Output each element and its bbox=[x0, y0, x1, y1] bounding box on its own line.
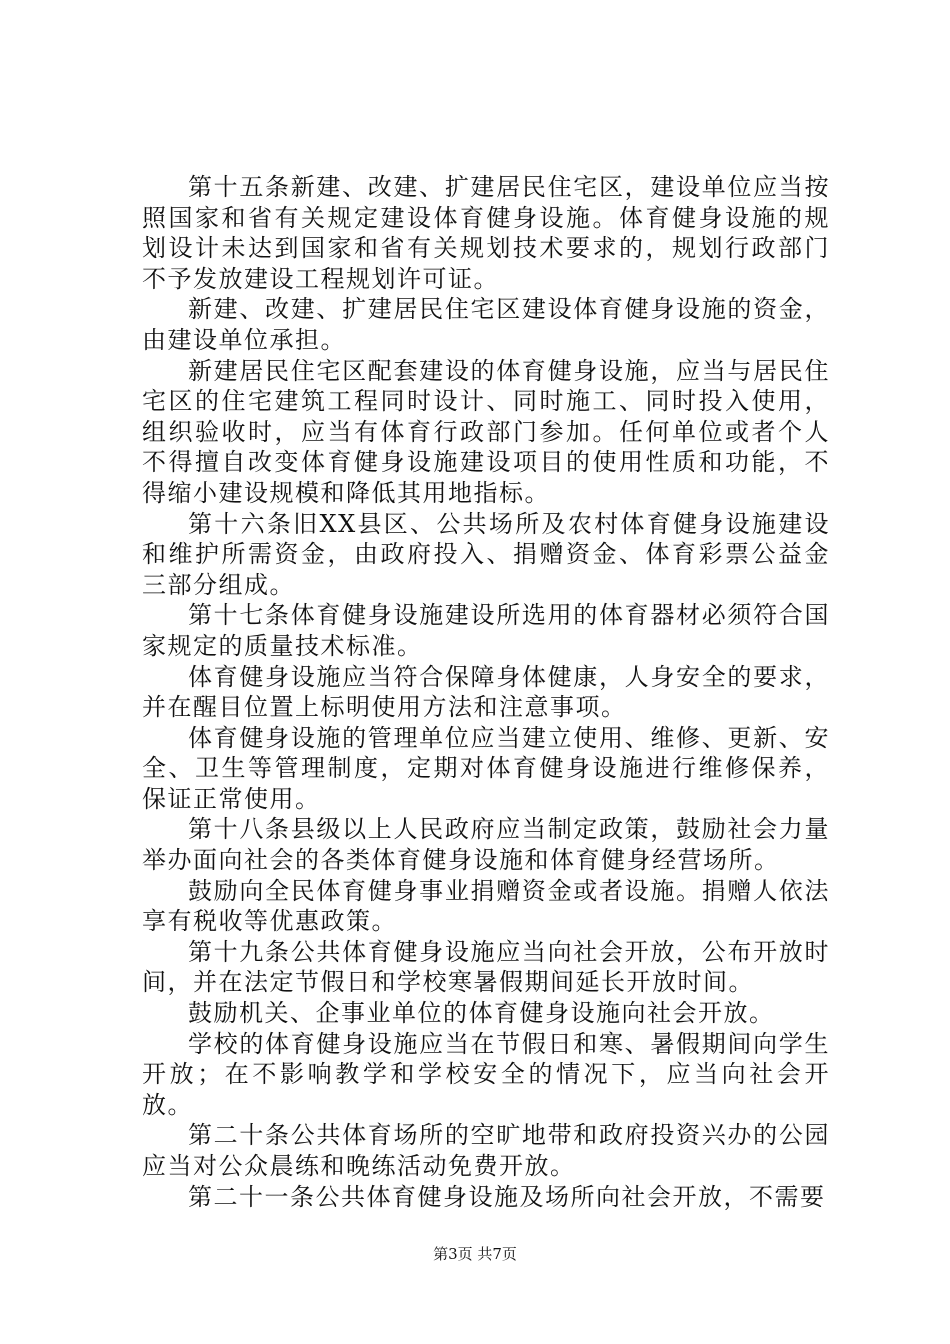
paragraph-6: 体育健身设施应当符合保障身体健康，人身安全的要求，并在醒目位置上标明使用方法和注意事项。 bbox=[142, 662, 830, 722]
paragraph-10: 第十九条公共体育健身设施应当向社会开放，公布开放时间，并在法定节假日和学校寒暑假期间延长开放时间。 bbox=[142, 937, 830, 997]
paragraph-7: 体育健身设施的管理单位应当建立使用、维修、更新、安全、卫生等管理制度，定期对体育健身设施进行维修保养，保证正常使用。 bbox=[142, 723, 830, 813]
paragraph-11: 鼓励机关、企事业单位的体育健身设施向社会开放。 bbox=[188, 999, 775, 1028]
paragraph-13: 第二十条公共体育场所的空旷地带和政府投资兴办的公园应当对公众晨练和晚练活动免费开放。 bbox=[142, 1121, 830, 1180]
page-number-footer: 第3页 共7页 bbox=[433, 1245, 517, 1263]
paragraph-14: 第二十一条公共体育健身设施及场所向社会开放，不需要 bbox=[188, 1182, 826, 1211]
paragraph-2: 新建、改建、扩建居民住宅区建设体育健身设施的资金，由建设单位承担。 bbox=[142, 295, 830, 354]
paragraph-4: 第十六条旧XX县区、公共场所及农村体育健身设施建设和维护所需资金，由政府投入、捐赠资金、体育彩票公益金三部分组成。 bbox=[142, 509, 830, 599]
document-body bbox=[142, 172, 830, 1212]
paragraph-9: 鼓励向全民体育健身事业捐赠资金或者设施。捐赠人依法享有税收等优惠政策。 bbox=[142, 876, 830, 936]
paragraph-8: 第十八条县级以上人民政府应当制定政策，鼓励社会力量举办面向社会的各类体育健身设施和体育健身经营场所。 bbox=[142, 815, 830, 875]
paragraph-12: 学校的体育健身设施应当在节假日和寒、暑假期间向学生开放；在不影响教学和学校安全的情况下，应当向社会开放。 bbox=[142, 1029, 830, 1119]
paragraph-1: 第十五条新建、改建、扩建居民住宅区，建设单位应当按照国家和省有关规定建设体育健身设施。体育健身设施的规划设计未达到国家和省有关规划技术要求的，规划行政部门不予发放建设工程规划许可证。 bbox=[142, 173, 830, 293]
paragraph-5: 第十七条体育健身设施建设所选用的体育器材必须符合国家规定的质量技术标准。 bbox=[142, 601, 830, 660]
paragraph-3: 新建居民住宅区配套建设的体育健身设施，应当与居民住宅区的住宅建筑工程同时设计、同时施工、同时投入使用，组织验收时，应当有体育行政部门参加。任何单位或者个人不得擅自改变体育健身设施建设项目的使用性质和功能，不得缩小建设规模和降低其用地指标。 bbox=[142, 356, 830, 507]
